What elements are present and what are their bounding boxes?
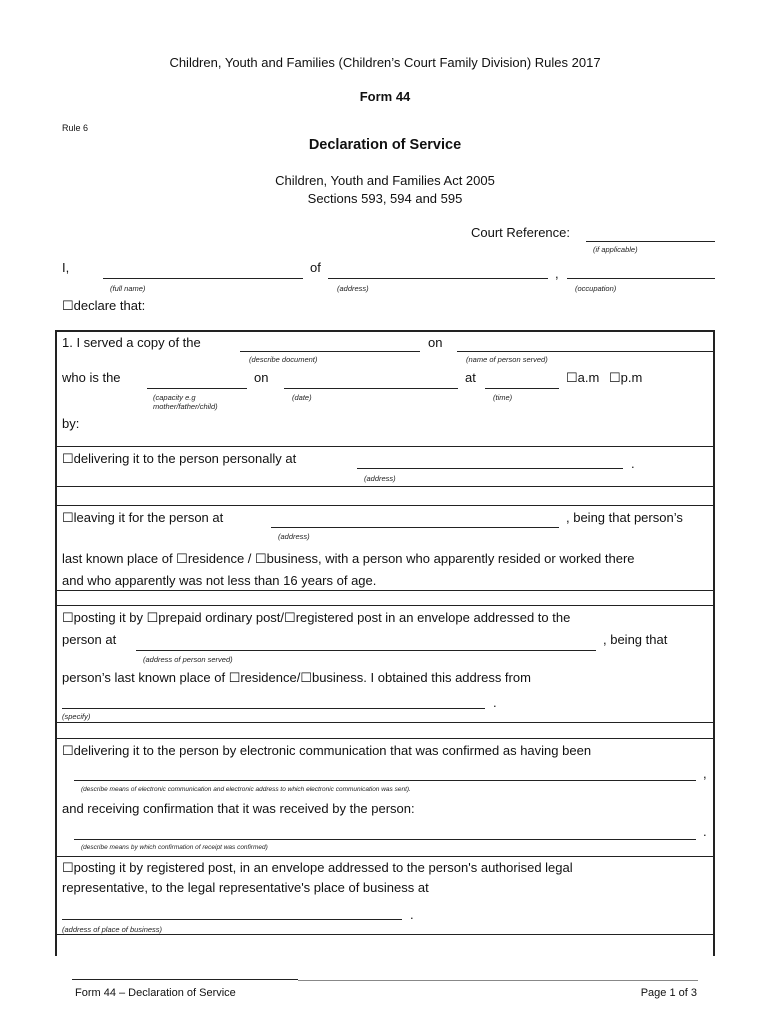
footer-rule <box>298 980 698 981</box>
court-reference-hint: (if applicable) <box>593 245 638 254</box>
rules-title: Children, Youth and Families (Children’s Court Family Division) Rules 2017 <box>169 55 601 70</box>
time-hint: (time) <box>493 393 513 402</box>
confirmation-label: and receiving confirmation that it was received by the person: <box>62 801 415 816</box>
describe-document-hint: (describe document) <box>249 355 318 364</box>
occupation-hint: (occupation) <box>575 284 617 293</box>
person-at-label: person at <box>62 632 117 647</box>
at-label: at <box>465 370 476 385</box>
capacity-field[interactable] <box>147 388 247 389</box>
confirmation-hint: (describe means by which confirmation of receipt was confirmed) <box>81 844 268 851</box>
period-mark: . <box>410 907 414 922</box>
electronic-checkbox[interactable]: ☐delivering it to the person by electronic communication that was confirmed as having been <box>62 743 592 758</box>
post-address-hint: (address of person served) <box>143 655 233 664</box>
leaving-line-2: last known place of ☐residence / ☐business, with a person who apparently resided or worked there <box>62 551 635 566</box>
capacity-hint: (capacity e.g <box>153 393 196 402</box>
form-number: Form 44 <box>359 89 411 104</box>
address-source-field[interactable] <box>62 708 485 709</box>
rule-label: Rule 6 <box>62 123 89 133</box>
post-line-3: person’s last known place of ☐residence/☐business. I obtained this address from <box>62 670 531 685</box>
divider <box>55 590 715 591</box>
address-field[interactable] <box>328 278 548 279</box>
leaving-line-3: and who apparently was not less than 16 years of age. <box>62 573 377 588</box>
date-field[interactable] <box>284 388 458 389</box>
court-reference-field[interactable] <box>586 241 715 242</box>
divider <box>55 605 715 606</box>
by-label: by: <box>62 416 80 431</box>
comma-mark: , <box>555 266 559 281</box>
document-field[interactable] <box>240 351 420 352</box>
court-reference-label: Court Reference: <box>471 225 570 240</box>
period-mark: . <box>703 824 707 839</box>
am-checkbox[interactable]: ☐a.m <box>566 370 600 385</box>
divider <box>55 486 715 487</box>
box-left-border <box>55 331 57 956</box>
who-is-label: who is the <box>62 370 121 385</box>
electronic-means-field[interactable] <box>74 780 696 781</box>
electronic-means-hint: (describe means of electronic communication and electronic address to which electronic communication was sent). <box>81 786 411 793</box>
divider <box>55 934 715 935</box>
confirmation-field[interactable] <box>74 839 696 840</box>
person-served-field[interactable] <box>457 351 714 352</box>
footer-rule <box>72 979 298 980</box>
i-label: I, <box>62 260 70 275</box>
legal-representative-line-2: representative, to the legal representative's place of business at <box>62 880 429 895</box>
business-address-hint: (address of place of business) <box>62 925 163 934</box>
time-field[interactable] <box>485 388 559 389</box>
leaving-checkbox[interactable]: ☐leaving it for the person at <box>62 510 224 525</box>
box-top-border <box>55 330 715 332</box>
comma-mark: , <box>703 766 707 781</box>
full-name-field[interactable] <box>103 278 303 279</box>
leaving-address-field[interactable] <box>271 527 559 528</box>
leaving-suffix: , being that person’s <box>566 510 683 525</box>
on-label: on <box>428 335 443 350</box>
declare-checkbox[interactable]: ☐declare that: <box>62 298 146 313</box>
divider <box>55 738 715 739</box>
form-title: Declaration of Service <box>308 137 462 153</box>
legal-representative-checkbox[interactable]: ☐posting it by registered post, in an envelope addressed to the person's authorised legal <box>62 860 573 875</box>
post-suffix: , being that <box>603 632 668 647</box>
date-hint: (date) <box>292 393 312 402</box>
act-title: Children, Youth and Families Act 2005 <box>275 173 495 188</box>
divider <box>55 856 715 857</box>
occupation-field[interactable] <box>567 278 715 279</box>
served-copy-label: 1. I served a copy of the <box>62 335 201 350</box>
divider <box>55 446 715 447</box>
on-label: on <box>254 370 269 385</box>
footer-form-label: Form 44 – Declaration of Service <box>75 987 236 999</box>
business-address-field[interactable] <box>62 919 402 920</box>
period-mark: . <box>631 456 635 471</box>
personal-delivery-checkbox[interactable]: ☐delivering it to the person personally at <box>62 451 297 466</box>
pm-checkbox[interactable]: ☐p.m <box>609 370 643 385</box>
period-mark: . <box>493 695 497 710</box>
specify-hint: (specify) <box>62 712 91 721</box>
capacity-hint-example: mother/father/child) <box>153 402 218 411</box>
personal-address-field[interactable] <box>357 468 623 469</box>
person-served-hint: (name of person served) <box>466 355 548 364</box>
box-right-border <box>713 331 715 956</box>
sections-label: Sections 593, 594 and 595 <box>307 191 463 206</box>
full-name-hint: (full name) <box>110 284 146 293</box>
divider <box>55 505 715 506</box>
posting-checkbox[interactable]: ☐posting it by ☐prepaid ordinary post/☐registered post in an envelope addressed to the <box>62 610 571 625</box>
personal-address-hint: (address) <box>364 474 396 483</box>
page-number: Page 1 of 3 <box>640 987 697 999</box>
of-label: of <box>310 260 321 275</box>
address-hint: (address) <box>337 284 369 293</box>
divider <box>55 722 715 723</box>
leaving-address-hint: (address) <box>278 532 310 541</box>
post-address-field[interactable] <box>136 650 596 651</box>
